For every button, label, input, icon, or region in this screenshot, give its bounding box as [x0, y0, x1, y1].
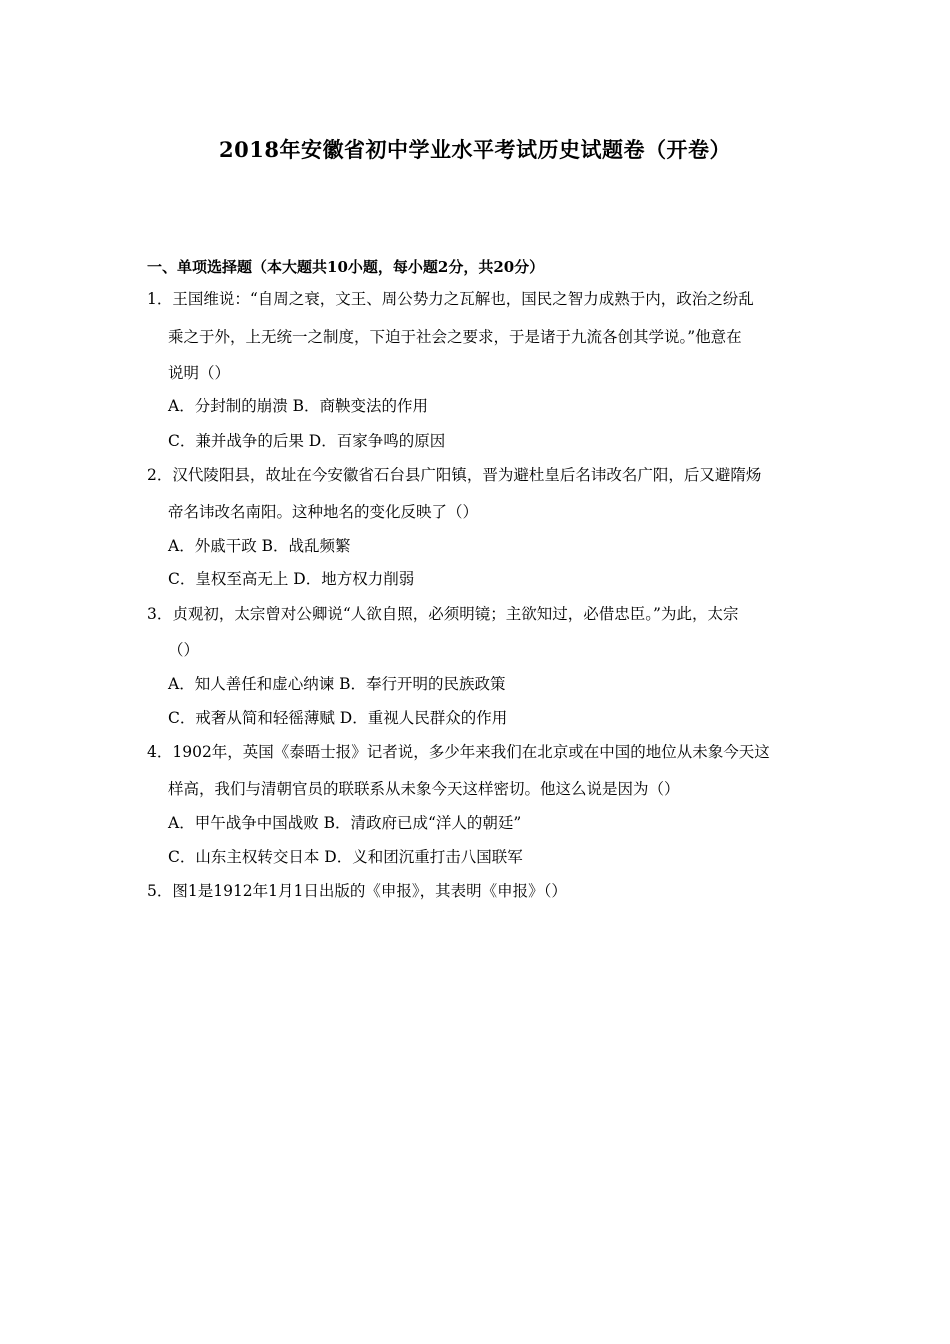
question-3-choices-ab: A．知人善任和虚心纳谏 B．奉行开明的民族政策 — [168, 675, 506, 693]
question-2-line-1: 2．汉代陵阳县，故址在今安徽省石台县广阳镇，晋为避杜皇后名讳改名广阳，后又避隋炀 — [147, 466, 762, 484]
question-3-line-1: 3．贞观初，太宗曾对公卿说“人欲自照，必须明镜；主欲知过，必借忠臣。”为此，太宗 — [147, 605, 739, 623]
question-1-line-3: 说明（） — [168, 364, 231, 382]
question-1-line-2: 乘之于外，上无统一之制度，下迫于社会之要求，于是诸于九流各创其学说。”他意在 — [168, 328, 742, 346]
question-2-choices-cd: C．皇权至高无上 D．地方权力削弱 — [168, 570, 415, 588]
question-5-line-1: 5．图1是1912年1月1日出版的《申报》，其表明《申报》（） — [147, 882, 567, 900]
question-4-choices-ab: A．甲午战争中国战败 B．清政府已成“洋人的朝廷” — [168, 814, 522, 832]
question-3-choices-cd: C．戒奢从简和轻徭薄赋 D．重视人民群众的作用 — [168, 709, 508, 727]
question-4-line-2: 样高，我们与清朝官员的联联系从未象今天这样密切。他这么说是因为（） — [168, 780, 680, 798]
question-1-line-1: 1．王国维说：“自周之衰，文王、周公势力之瓦解也，国民之智力成熟于内，政治之纷乱 — [147, 290, 754, 308]
exam-title: 2018年安徽省初中学业水平考试历史试题卷（开卷） — [219, 137, 731, 162]
question-4-choices-cd: C．山东主权转交日本 D．义和团沉重打击八国联军 — [168, 848, 523, 866]
question-3-line-2: （） — [168, 641, 200, 659]
question-4-line-1: 4．1902年，英国《泰晤士报》记者说，多少年来我们在北京或在中国的地位从未象今天这 — [147, 743, 770, 761]
section-heading: 一、单项选择题（本大题共10小题，每小题2分，共20分） — [147, 258, 545, 276]
question-1-choices-ab: A．分封制的崩溃 B．商鞅变法的作用 — [168, 397, 429, 415]
question-2-choices-ab: A．外戚干政 B．战乱频繁 — [168, 537, 351, 555]
question-1-choices-cd: C．兼并战争的后果 D．百家争鸣的原因 — [168, 432, 446, 450]
question-2-line-2: 帝名讳改名南阳。这种地名的变化反映了（） — [168, 503, 479, 521]
